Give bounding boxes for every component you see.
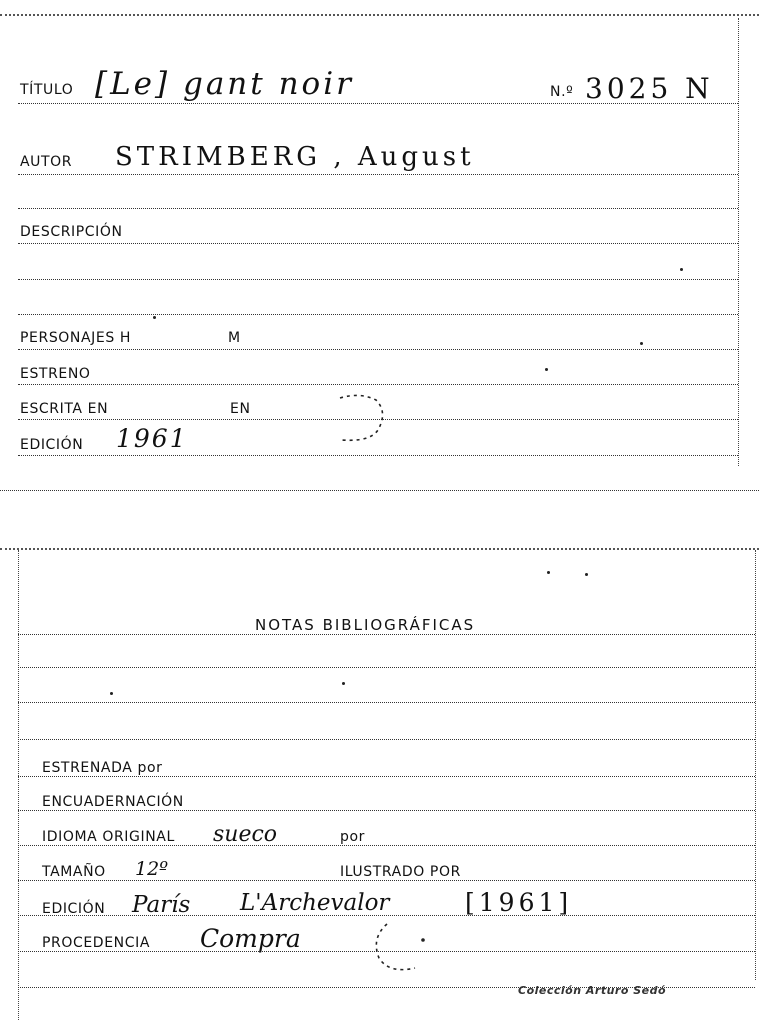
rule (18, 634, 755, 635)
edicion-label: EDICIÓN (42, 901, 106, 917)
card-top-edge (0, 548, 759, 550)
rule (18, 243, 738, 244)
titulo-value: [Le] gant noir (95, 66, 354, 102)
ink-speck (680, 268, 683, 271)
edicion-year: [1961] (465, 888, 573, 917)
rule (18, 880, 755, 881)
idioma-label: IDIOMA ORIGINAL (42, 829, 175, 845)
rule (18, 349, 738, 350)
rule (18, 667, 755, 668)
card-left-edge (18, 550, 19, 1020)
personajes-m-label: M (228, 330, 241, 346)
ink-speck (547, 571, 550, 574)
ink-speck (545, 368, 548, 371)
ilustrado-label: ILUSTRADO POR (340, 864, 461, 880)
ink-speck (342, 682, 345, 685)
edicion-publisher: L'Archevalor (240, 890, 390, 916)
idioma-por-label: por (340, 829, 366, 845)
rule (18, 776, 755, 777)
notas-heading: NOTAS BIBLIOGRÁFICAS (255, 616, 476, 634)
tamano-label: TAMAÑO (42, 864, 106, 880)
descripcion-label: DESCRIPCIÓN (20, 224, 123, 240)
escrita-en-label: EN (230, 401, 251, 417)
ink-speck (640, 342, 643, 345)
escrita-label: ESCRITA EN (20, 401, 109, 417)
rule (18, 208, 738, 209)
rule (18, 739, 755, 740)
collection-footer: Colección Arturo Sedó (518, 984, 667, 997)
tamano-value: 12º (135, 858, 169, 880)
ink-speck (585, 573, 588, 576)
autor-value: STRIMBERG , August (115, 142, 475, 172)
stamp-mark (330, 392, 390, 448)
estrenada-label: ESTRENADA por (42, 760, 163, 776)
procedencia-value: Compra (200, 924, 301, 953)
estreno-label: ESTRENO (20, 366, 91, 382)
catalog-card-back (0, 540, 759, 1028)
rule (18, 845, 755, 846)
rule (18, 384, 738, 385)
autor-label: AUTOR (20, 154, 73, 170)
rule (18, 174, 738, 175)
rule (18, 455, 738, 456)
encuadernacion-label: ENCUADERNACIÓN (42, 794, 184, 810)
card-bottom-edge (0, 490, 759, 491)
ink-speck (110, 692, 113, 695)
edicion-label: EDICIÓN (20, 437, 84, 453)
procedencia-label: PROCEDENCIA (42, 935, 150, 951)
rule (18, 314, 738, 315)
edicion-place: París (132, 892, 191, 918)
rule (18, 279, 738, 280)
card-right-edge (755, 550, 756, 980)
personajes-label: PERSONAJES H (20, 330, 132, 346)
card-right-edge (738, 18, 739, 466)
titulo-label: TÍTULO (20, 82, 74, 98)
catalog-card-front (0, 0, 759, 495)
numero-value: 3025 N (585, 72, 714, 105)
idioma-value: sueco (213, 822, 278, 847)
ink-speck (153, 316, 156, 319)
numero-label: N.º (550, 84, 574, 100)
card-top-edge (0, 14, 759, 16)
edicion-value: 1961 (116, 424, 188, 453)
rule (18, 702, 755, 703)
rule (18, 810, 755, 811)
stamp-mark (365, 918, 437, 976)
